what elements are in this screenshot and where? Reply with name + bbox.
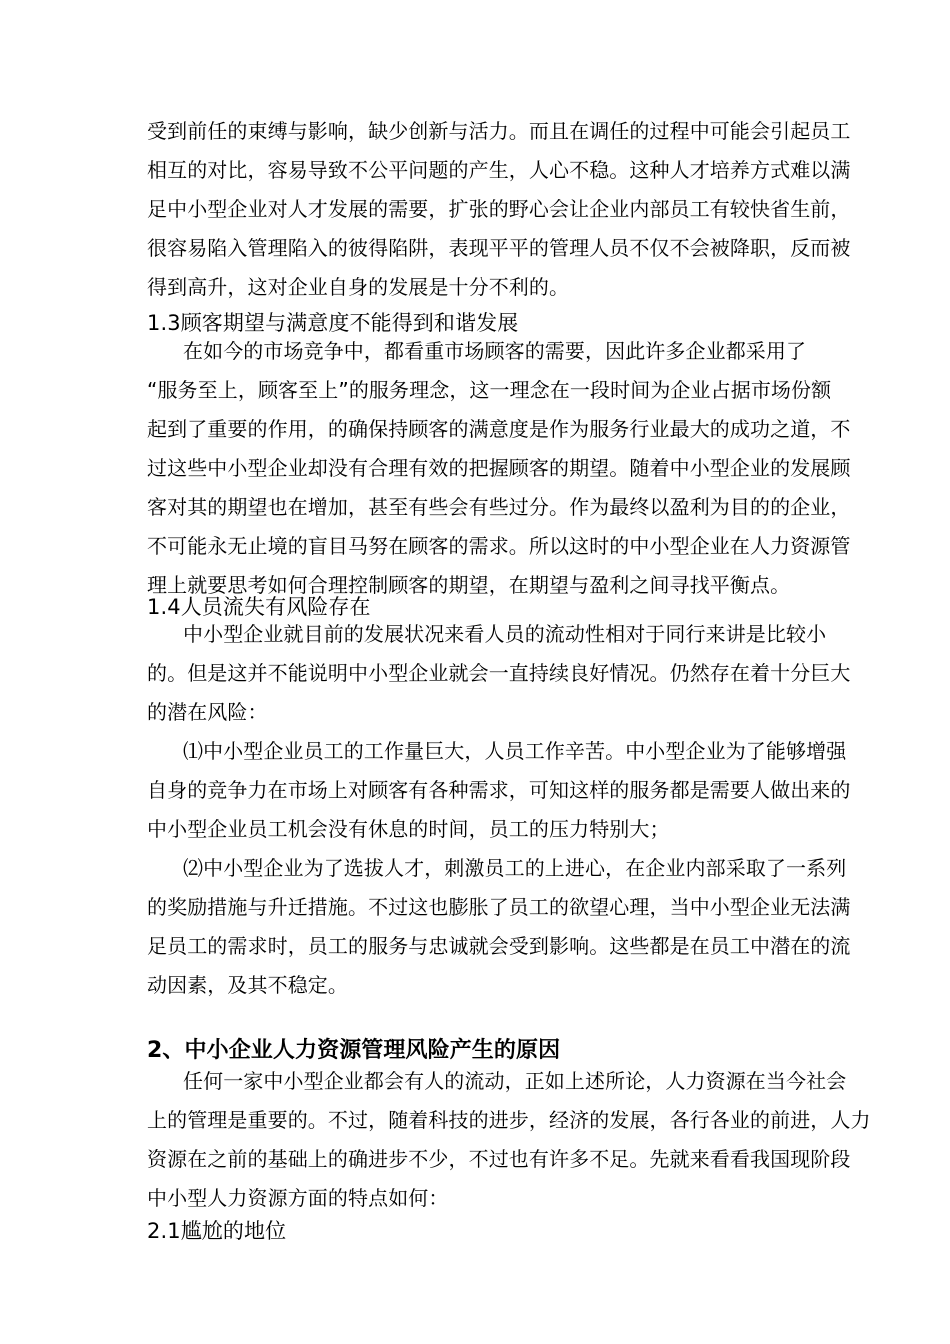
paragraph-line: 在如今的市场竞争中，都看重市场顾客的需要，因此许多企业都采用了 (183, 339, 807, 363)
paragraph-line: 任何一家中小型企业都会有人的流动，正如上述所论，人力资源在当今社会 (183, 1069, 847, 1093)
paragraph-line: 足中小型企业对人才发展的需要，扩张的野心会让企业内部员工有较快省生前， (147, 197, 851, 221)
paragraph-line: 的。但是这并不能说明中小型企业就会一直持续良好情况。仍然存在着十分巨大 (147, 661, 851, 685)
section-heading-1-3: 1.3顾客期望与满意度不能得到和谐发展 (147, 311, 519, 335)
paragraph-line: “服务至上，顾客至上”的服务理念，这一理念在一段时间为企业占据市场份额 (147, 378, 832, 402)
paragraph-line: ⑵中小型企业为了选拔人才，刺激员工的上进心，在企业内部采取了一系列 (183, 856, 847, 880)
paragraph-line: 的潜在风险： (147, 700, 268, 724)
paragraph-line: 很容易陷入管理陷入的彼得陷阱，表现平平的管理人员不仅不会被降职，反而被 (147, 236, 851, 260)
paragraph-line: 不可能永无止境的盲目马努在顾客的需求。所以这时的中小型企业在人力资源管 (147, 534, 851, 558)
paragraph-line: 客对其的期望也在增加，甚至有些会有些过分。作为最终以盈利为目的的企业， (147, 495, 851, 519)
paragraph-line: 理上就要思考如何合理控制顾客的期望，在期望与盈利之间寻找平衡点。 (147, 573, 791, 597)
paragraph-line: 受到前任的束缚与影响，缺少创新与活力。而且在调任的过程中可能会引起员工 (147, 119, 851, 143)
paragraph-line: 相互的对比，容易导致不公平问题的产生，人心不稳。这种人才培养方式难以满 (147, 158, 851, 182)
paragraph-line: 中小型企业员工机会没有休息的时间，员工的压力特别大； (147, 817, 670, 841)
paragraph-line: 中小型人力资源方面的特点如何： (147, 1186, 449, 1210)
section-heading-2-1: 2.1尴尬的地位 (147, 1219, 287, 1243)
paragraph-line: 的奖励措施与升迁措施。不过这也膨胀了员工的欲望心理，当中小型企业无法满 (147, 895, 851, 919)
section-heading-1-4: 1.4人员流失有风险存在 (147, 595, 371, 619)
paragraph-line: 起到了重要的作用，的确保持顾客的满意度是作为服务行业最大的成功之道，不 (147, 417, 851, 441)
paragraph-line: 足员工的需求时，员工的服务与忠诚就会受到影响。这些都是在员工中潜在的流 (147, 934, 851, 958)
paragraph-line: 自身的竞争力在市场上对顾客有各种需求，可知这样的服务都是需要人做出来的 (147, 778, 851, 802)
paragraph-line: 资源在之前的基础上的确进步不少，不过也有许多不足。先就来看看我国现阶段 (147, 1147, 851, 1171)
paragraph-line: 得到高升，这对企业自身的发展是十分不利的。 (147, 275, 570, 299)
paragraph-line: 动因素，及其不稳定。 (147, 973, 348, 997)
paragraph-line: ⑴中小型企业员工的工作量巨大，人员工作辛苦。中小型企业为了能够增强 (183, 739, 847, 763)
paragraph-line: 上的管理是重要的。不过，随着科技的进步，经济的发展，各行各业的前进，人力 (147, 1108, 871, 1132)
paragraph-line: 中小型企业就目前的发展状况来看人员的流动性相对于同行来讲是比较小 (183, 622, 827, 646)
chapter-heading-2: 2、中小企业人力资源管理风险产生的原因 (147, 1038, 561, 1063)
paragraph-line: 过这些中小型企业却没有合理有效的把握顾客的期望。随着中小型企业的发展顾 (147, 456, 851, 480)
